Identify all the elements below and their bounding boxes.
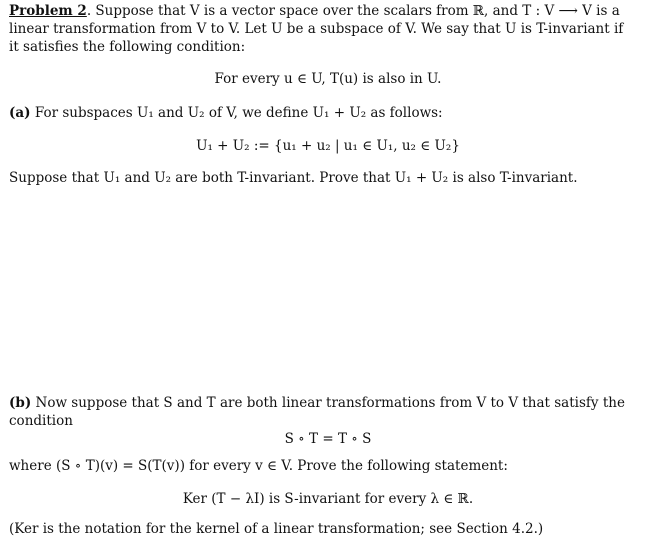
part-b-label: (b) bbox=[9, 395, 32, 411]
part-b-line2: condition bbox=[9, 413, 73, 429]
problem-intro-line1 bbox=[9, 2, 639, 20]
problem-intro-line2: linear transformation from V to V. Let U be a subspace of V. We say that U is T-invariant if bbox=[9, 21, 624, 37]
part-b-text-1: Now suppose that S and T are both linear transformations from V to V that satisfy the bbox=[35, 395, 625, 411]
part-b-line1 bbox=[9, 394, 639, 412]
commute-equation: S ∘ T = T ∘ S bbox=[284, 431, 372, 447]
problem-heading: Problem 2 bbox=[9, 3, 87, 19]
part-a-text: For subspaces U₁ and U₂ of V, we define U₁ + U₂ as follows: bbox=[34, 105, 443, 121]
kernel-statement: Ker (T − λI) is S-invariant for every λ ∈ ℝ. bbox=[182, 491, 474, 507]
problem-intro-line3: it satisfies the following condition: bbox=[9, 39, 246, 55]
sum-definition: U₁ + U₂ := {u₁ + u₂ | u₁ ∈ U₁, u₂ ∈ U₂} bbox=[196, 138, 460, 154]
part-b-where: where (S ∘ T)(v) = S(T(v)) for every v ∈ V. Prove the following statement: bbox=[9, 458, 508, 474]
part-b-intro bbox=[9, 394, 639, 430]
invariance-condition: For every u ∈ U, T(u) is also in U. bbox=[214, 71, 442, 87]
kernel-note: (Ker is the notation for the kernel of a linear transformation; see Section 4.2.) bbox=[9, 521, 544, 537]
intro-text-1: . Suppose that V is a vector space over the scalars from ℝ, and T : V ⟶ V is a bbox=[86, 3, 620, 19]
part-a-label: (a) bbox=[9, 105, 31, 121]
part-a-intro bbox=[9, 104, 639, 122]
part-a-task: Suppose that U₁ and U₂ are both T-invariant. Prove that U₁ + U₂ is also T-invariant. bbox=[9, 170, 578, 186]
problem-intro bbox=[9, 2, 639, 56]
